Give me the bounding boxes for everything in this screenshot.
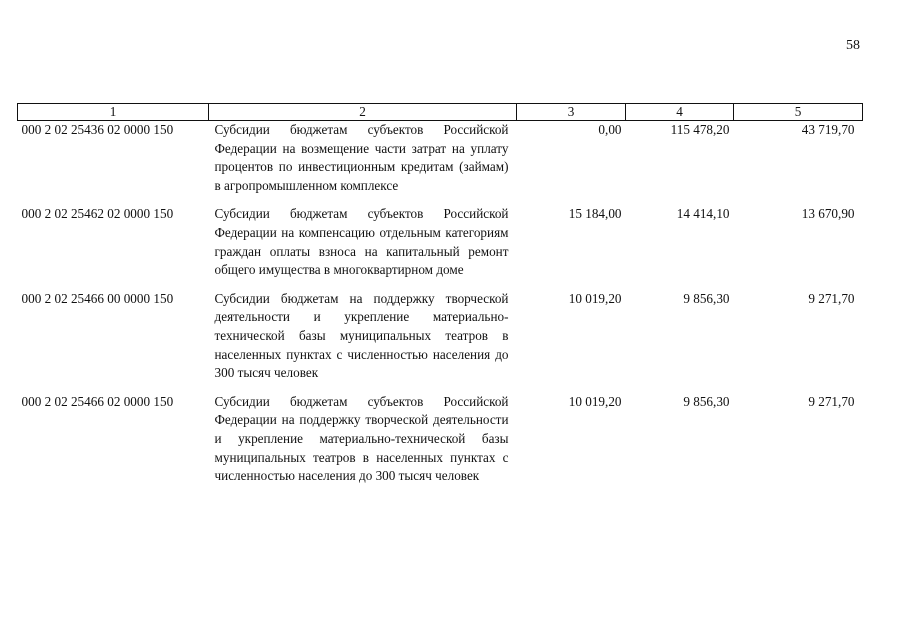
column-header-5: 5 (734, 104, 863, 121)
amount-col4-cell: 115 478,20 (670, 122, 730, 137)
amount-col4-cell: 9 856,30 (683, 393, 730, 409)
amount-col5-cell: 9 271,70 (808, 393, 855, 409)
budget-code-cell: 000 2 02 25466 00 0000 150 (21, 290, 174, 306)
amount-col3-cell: 15 184,00 (568, 206, 622, 222)
amount-col4-cell: 9 856,30 (683, 290, 730, 306)
column-header-3: 3 (517, 104, 626, 121)
column-header-4: 4 (626, 104, 734, 121)
amount-col3-cell: 10 019,20 (568, 393, 622, 409)
budget-code-cell: 000 2 02 25462 02 0000 150 (21, 206, 174, 222)
table-row (18, 121, 863, 206)
amount-col5-cell: 9 271,70 (808, 290, 855, 306)
amount-col3-cell: 0,00 (598, 122, 622, 137)
amount-col4-cell: 14 414,10 (676, 206, 730, 222)
budget-revenue-table (17, 103, 863, 496)
table-header-row (18, 104, 863, 121)
description-cell: Субсидии бюджетам субъектов Российской Федерации на возмещение части затрат на уплату процентов по инвестиционным кредитам (займам) в агропромышленном комплексе (214, 122, 509, 193)
column-header-2: 2 (209, 104, 517, 121)
column-header-1: 1 (18, 104, 209, 121)
budget-code-cell: 000 2 02 25436 02 0000 150 (21, 122, 174, 137)
amount-col3-cell: 10 019,20 (568, 290, 622, 306)
description-cell: Субсидии бюджетам субъектов Российской Федерации на компенсацию отдельным категориям граждан оплаты взноса на капитальный ремонт общего имущества в многоквартирном доме (214, 206, 509, 278)
description-cell: Субсидии бюджетам на поддержку творческой деятельности и укрепление материально-технической базы муниципальных театров в населенных пунктах с численностью населения до 300 тысяч человек (214, 290, 509, 381)
table-row (18, 393, 863, 496)
page-number: 58 (846, 38, 860, 53)
amount-col5-cell: 13 670,90 (801, 206, 855, 222)
amount-col5-cell: 43 719,70 (801, 122, 855, 137)
budget-code-cell: 000 2 02 25466 02 0000 150 (21, 393, 174, 409)
table-row (18, 290, 863, 393)
table-row (18, 205, 863, 289)
description-cell: Субсидии бюджетам субъектов Российской Федерации на поддержку творческой деятельности и укрепление материально-технической базы муниципальных театров в населенных пунктах с численностью населения до 300 тысяч человек (214, 393, 509, 484)
